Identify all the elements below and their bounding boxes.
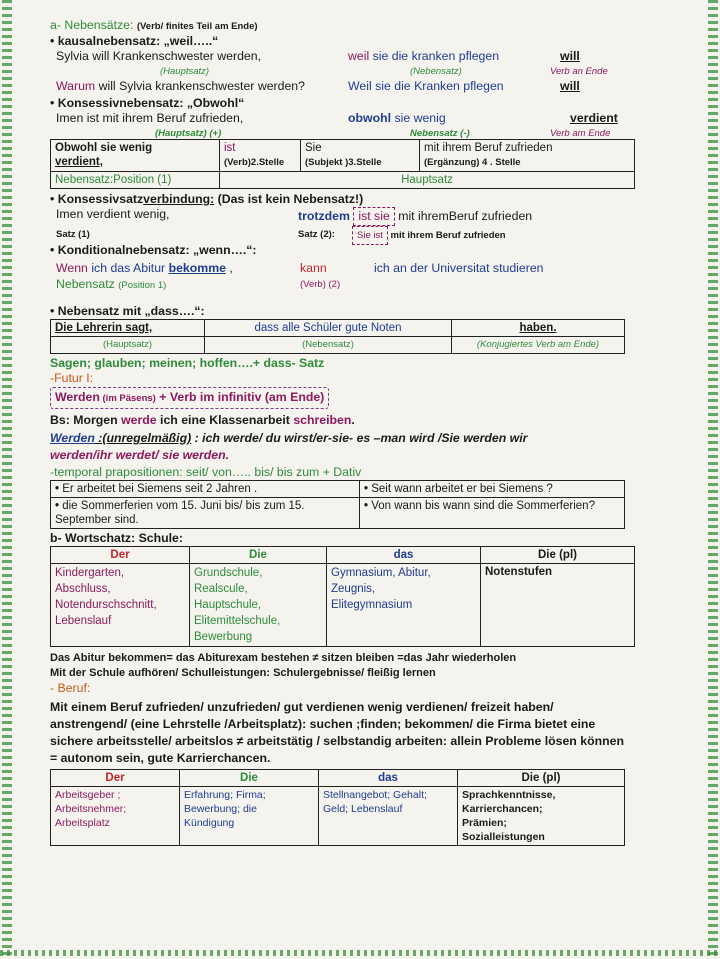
futur-rule-box: Werden (im Päsens) + Verb im infinitiv (am Ende) [50, 387, 329, 409]
left-border [2, 0, 12, 959]
kausal-example-2: Warum will Sylvia krankenschwester werden? Weil sie die Kranken pflegen will [56, 79, 580, 93]
futur-title: -Futur I: [50, 371, 94, 385]
konditional-labels: Nebensatz (Position 1) (Verb) (2) [56, 277, 341, 291]
kausal-title: • kausalnebensatz: „weil…..“ [50, 34, 640, 49]
bottom-border [0, 950, 720, 956]
kausal-example-1: Sylvia will Krankenschwester werden, weil sie die kranken pflegen will [56, 49, 580, 63]
verbindung-example-1: Imen verdient wenig, trotzdem ist sie mit ihremBeruf zufrieden [50, 207, 640, 224]
verbindung-example-2: Satz (1) Satz (2): Sie ist mit ihrem Beruf zufrieden [50, 224, 640, 241]
konzessiv-title: • Konsessivnebensatz: „Obwohl“ [50, 96, 640, 111]
temporal-table: • Er arbeitet bei Siemens seit 2 Jahren . • Seit wann arbeitet er bei Siemens ? • die Sommerferien vom 15. Juni bis/ bis zum 15. September sind. • Von wann bis wann sind die Sommerferien? [50, 480, 625, 529]
kausal-labels: (Hauptsatz) (Nebensatz) Verb an Ende [160, 66, 608, 77]
dass-table: Die Lehrerin sagt, dass alle Schüler gute Noten haben. (Hauptsatz) (Nebensatz) (Konjugiertes Verb am Ende) [50, 319, 625, 354]
konditional-example: Wenn ich das Abitur bekomme , kann ich an der Universitat studieren [56, 261, 544, 275]
beruf-table: Der Die das Die (pl) Arbeitsgeber ; Arbeitsnehmer; Arbeitsplatz Erfahrung; Firma; Bewerbung; die Kündigung Stellnangebot; Gehalt; Geld; Lebenslauf Sprachkenntnisse, Karrierchancen; Prämien; Sozialleistungen [50, 769, 625, 846]
werden-conjugation: Werden :(unregelmäßig) : ich werde/ du wirst/er-sie- es –man wird /Sie werden wir [50, 431, 528, 445]
dass-title: • Nebensatz mit „dass….“: [50, 304, 640, 319]
temporal-title: -temporal prapositionen: seit/ von….. bis/ bis zum + Dativ [50, 465, 362, 479]
schule-note-2: Mit der Schule aufhören/ Schulleistungen: Schulergebnisse/ fleißig lernen [50, 667, 436, 679]
beruf-text: Mit einem Beruf zufrieden/ unzufrieden/ gut verdienen wenig verdienen/ freizeit haben/ anstrengend/ (eine Lehrstelle /Arbeitsplatz): suchen ;finden; bekommen/ die Firma bietet eine sichere arbeitsstelle/ arbeitslos ≠ arbeitstätig / selbstandig arbeiten: allein Probleme lösen können = autonom sein, gute Karrierchancen. [50, 700, 624, 765]
section-a-title: a- Nebensätze: (Verb/ finites Teil am Ende) [50, 18, 258, 32]
konditional-title: • Konditionalnebensatz: „wenn….“: [50, 243, 640, 258]
schule-note-1: Das Abitur bekommen= das Abiturexam bestehen ≠ sitzen bleiben =das Jahr wiederholen [50, 652, 517, 664]
werden-conjugation-2: werden/ihr werdet/ sie werden. [50, 448, 230, 462]
futur-example: Bs: Morgen werde ich eine Klassenarbeit schreiben. [50, 413, 355, 427]
verbindung-title: • Konsessivsatzverbindung: (Das ist kein Nebensatz!) [50, 192, 640, 207]
dass-verbs: Sagen; glauben; meinen; hoffen….+ dass- Satz [50, 356, 325, 370]
right-border [708, 0, 718, 959]
schule-table: Der Die das Die (pl) Kindergarten, Abschluss, Notendurschschnitt, Lebenslauf Grundschule, Realscule, Hauptschule, Elitemittelschule, Bewerbung Gymnasium, Abitur, Zeugnis, Elitegymnasium Notenstufen [50, 546, 635, 647]
konzessiv-example: Imen ist mit ihrem Beruf zufrieden, obwohl sie wenig verdient [56, 111, 618, 125]
konzessiv-labels: (Hauptsatz) (+) Nebensatz (-) Verb am Ende [155, 128, 611, 139]
konzessiv-table: Obwohl sie wenig verdient, ist (Verb)2.Stelle Sie (Subjekt )3.Stelle mit ihrem Beruf zufrieden (Ergänzung) 4 . Stelle Nebensatz:Position (1) Hauptsatz [50, 139, 635, 189]
section-b-title: b- Wortschatz: Schule: [50, 531, 183, 545]
worksheet [50, 18, 640, 846]
beruf-title: - Beruf: [50, 681, 91, 695]
